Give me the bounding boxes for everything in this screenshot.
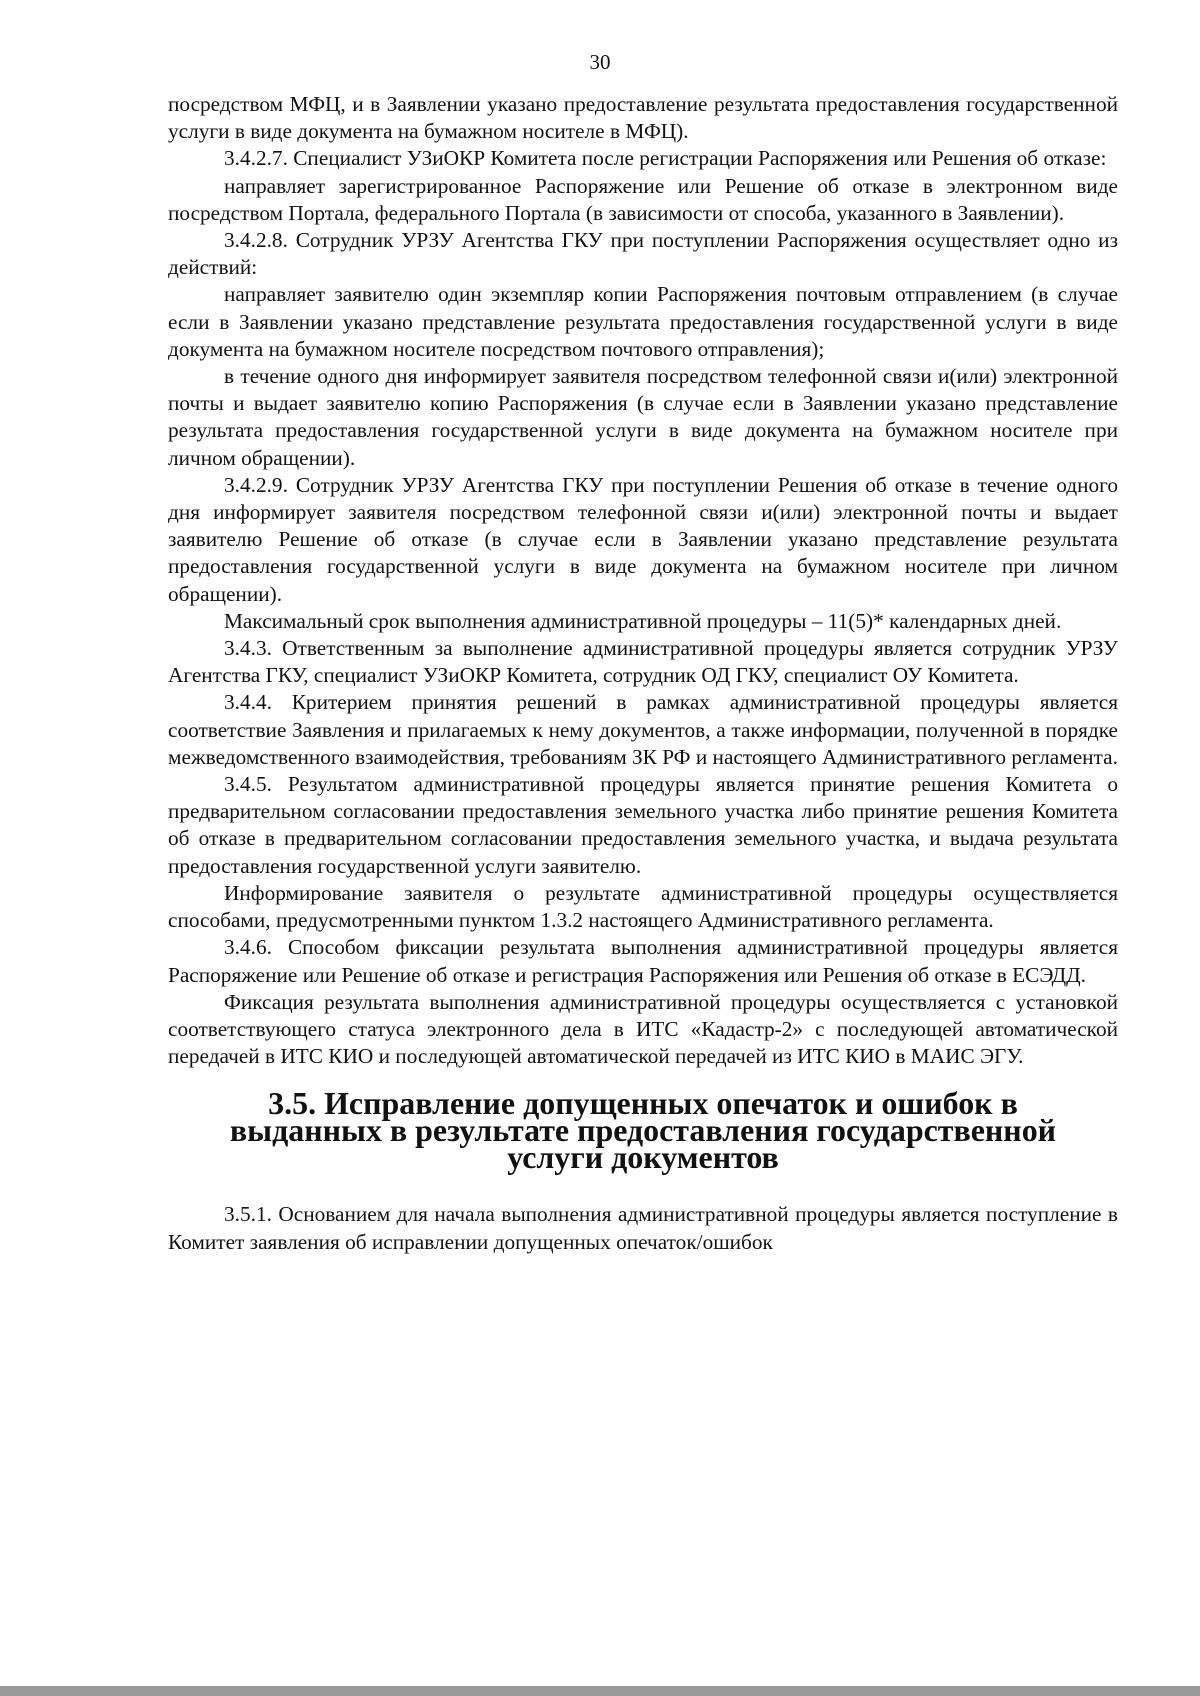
paragraph: 3.4.5. Результатом административной процедуры является принятие решения Комитета о предварительном согласовании предоставления земельного участка либо принятие решения Комитета об отказе в предварительном согласовании предоставления земельного участка, и выдача результата предоставления государственной услуги заявителю. (168, 772, 1118, 878)
paragraph: Информирование заявителя о результате административной процедуры осуществляется способами, предусмотренными пунктом 1.3.2 настоящего Административного регламента. (168, 880, 1118, 933)
paragraph: 3.4.4. Критерием принятия решений в рамках административной процедуры является соответствие Заявления и прилагаемых к нему документов, а также информации, полученной в порядке межведомственного взаимодействия, требованиям ЗК РФ и настоящего Административного регламента. (168, 690, 1118, 769)
paragraph: направляет заявителю один экземпляр копии Распоряжения почтовым отправлением (в случае если в Заявлении указано представление результата предоставления государственной услуги в виде документа на бумажном носителе посредством почтового отправления); (168, 282, 1118, 361)
paragraph: 3.4.2.8. Сотрудник УРЗУ Агентства ГКУ при поступлении Распоряжения осуществляет одно из действий: (168, 228, 1118, 280)
paragraph: направляет зарегистрированное Распоряжение или Решение об отказе в электронном виде посредством Портала, федерального Портала (в зависимости от способа, указанного в Заявлении). (168, 173, 1118, 225)
paragraph: Фиксация результата выполнения административной процедуры осуществляется с установкой соответствующего статуса электронного дела в ИТС «Кадастр-2» с последующей автоматической передачей в ИТС КИО и последующей автоматической передачей из ИТС КИО в МАИС ЭГУ. (168, 989, 1118, 1069)
scan-bottom-edge (0, 1686, 1200, 1696)
paragraph: 3.4.2.9. Сотрудник УРЗУ Агентства ГКУ при поступлении Решения об отказе в течение одного дня информирует заявителя посредством телефонной связи и(или) электронной почты и выдает заявителю Решение об отказе (в случае если в Заявлении указано представление результата предоставления государственной услуги в виде документа на бумажном носителе при личном обращении). (168, 472, 1118, 606)
section-heading: 3.5. Исправление допущенных опечаток и ошибок в выданных в результате предоставления государственной услуги документов (229, 1086, 1057, 1176)
paragraph: 3.4.2.7. Специалист УЗиОКР Комитета после регистрации Распоряжения или Решения об отказе: (224, 146, 1107, 171)
paragraph: 3.4.6. Способом фиксации результата выполнения административной процедуры является Распоряжение или Решение об отказе и регистрация Распоряжения или Решения об отказе в ЕСЭДД. (168, 935, 1118, 987)
paragraph: 3.4.3. Ответственным за выполнение административной процедуры является сотрудник УРЗУ Агентства ГКУ, специалист УЗиОКР Комитета, сотрудник ОД ГКУ, специалист ОУ Комитета. (168, 636, 1118, 688)
paragraph: в течение одного дня информирует заявителя посредством телефонной связи и(или) электронной почты и выдает заявителю копию Распоряжения (в случае если в Заявлении указано представление результата предоставления государственной услуги в виде документа на бумажном носителе при личном обращении). (168, 364, 1118, 470)
paragraph: посредством МФЦ, и в Заявлении указано предоставление результата предоставления государственной услуги в виде документа на бумажном носителе в МФЦ). (168, 92, 1118, 144)
paragraph: Максимальный срок выполнения административной процедуры – 11(5)* календарных дней. (224, 608, 1062, 633)
paragraph: 3.5.1. Основанием для начала выполнения административной процедуры является поступление в Комитет заявления об исправлении допущенных опечаток/ошибок (168, 1202, 1118, 1254)
page-number: 30 (589, 50, 611, 74)
document-body (168, 91, 1118, 1256)
